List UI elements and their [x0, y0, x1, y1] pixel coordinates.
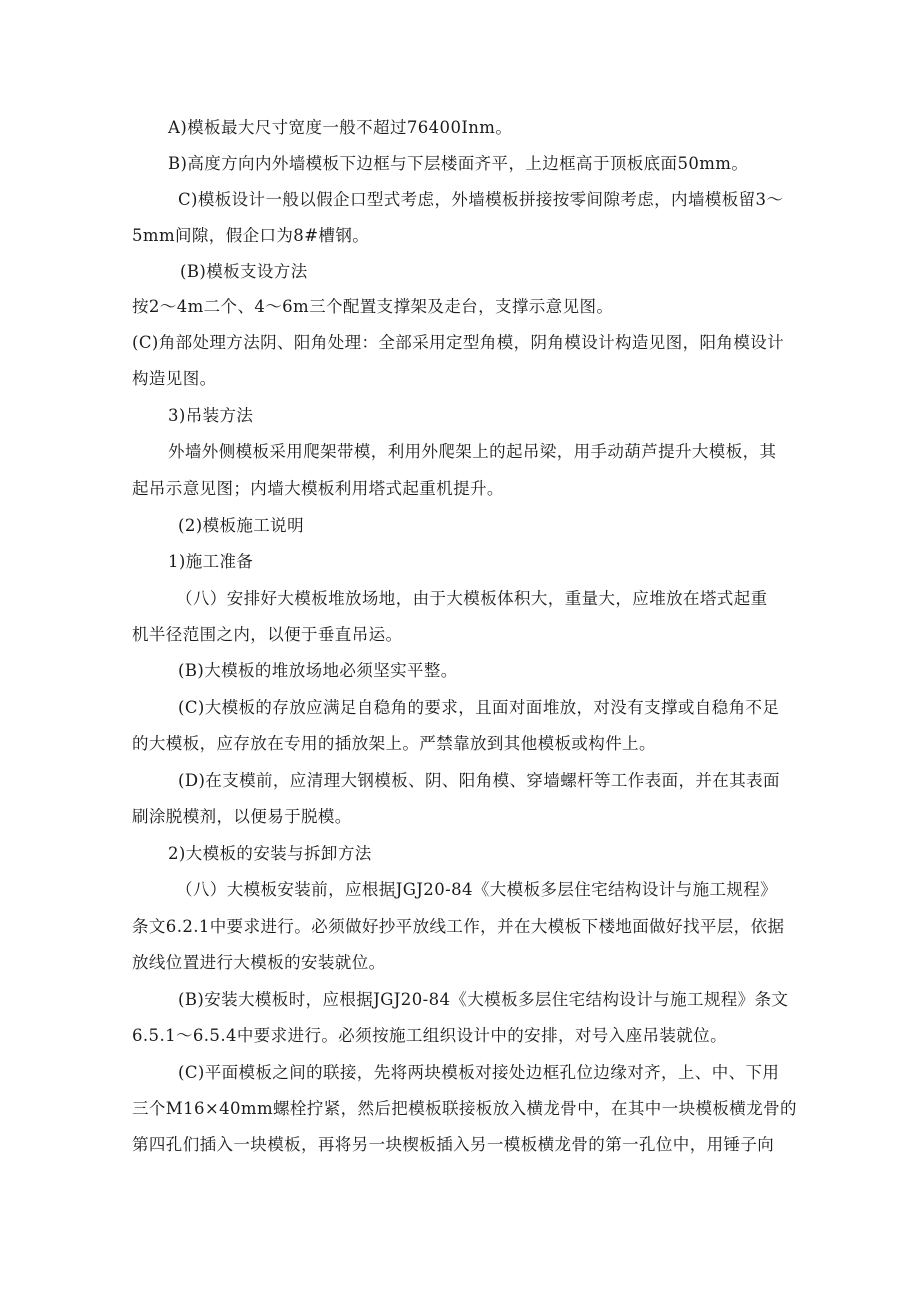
text-line: （八）安排好大模板堆放场地，由于大模板体积大，重量大，应堆放在塔式起重: [176, 589, 768, 608]
text-line: 机半径范围之内，以便于垂直吊运。: [132, 625, 403, 644]
text-line: 放线位置进行大模板的安装就位。: [132, 953, 386, 972]
section-heading: (2)模板施工说明: [178, 516, 304, 535]
text-line: (C)角部处理方法阴、阳角处理：全部采用定型角模，阴角模设计构造见图，阳角模设计: [132, 333, 784, 352]
text-line: 条文6.2.1中要求进行。必须做好抄平放线工作，并在大模板下楼地面做好找平层，依据: [132, 917, 785, 936]
text-line: 按2～4m二个、4～6m三个配置支撑架及走台，支撑示意见图。: [132, 297, 614, 316]
text-line: 外墙外侧模板采用爬架带模，利用外爬架上的起吊梁，用手动葫芦提升大模板，其: [168, 442, 777, 461]
text-line: 第四孔们插入一块模板，再将另一块楔板插入另一模板横龙骨的第一孔位中，用锤子向: [132, 1135, 775, 1154]
text-line: (D)在支模前，应清理大钢模板、阴、阳角模、穿墙螺杆等工作表面，并在其表面: [178, 771, 780, 790]
section-heading: 3)吊装方法: [168, 406, 254, 425]
text-line: (C)平面模板之间的联接，先将两块模板对接处边框孔位边缘对齐，上、中、下用: [178, 1063, 780, 1082]
section-heading: (B)模板支设方法: [180, 262, 308, 281]
text-line: 构造见图。: [132, 369, 217, 388]
text-line: A)模板最大尺寸宽度一般不超过76400Inm。: [168, 118, 513, 137]
text-line: (C)大模板的存放应满足自稳角的要求，且面对面堆放，对没有支撑或自稳角不足: [178, 698, 780, 717]
text-line: （八）大模板安装前，应根据JGJ20-84《大模板多层住宅结构设计与施工规程》: [176, 880, 778, 899]
text-line: (B)安装大模板时，应根据JGJ20-84《大模板多层住宅结构设计与施工规程》条文: [178, 990, 789, 1009]
text-line: 5mm间隙，假企口为8#槽钢。: [132, 226, 370, 245]
text-line: 起吊示意见图；内墙大模板利用塔式起重机提升。: [132, 479, 504, 498]
section-heading: 1)施工准备: [168, 552, 254, 571]
text-line: 三个M16×40mm螺栓拧紧，然后把模板联接板放入横龙骨中，在其中一块模板横龙骨的: [132, 1099, 797, 1118]
text-line: 的大模板，应存放在专用的插放架上。严禁靠放到其他模板或构件上。: [132, 734, 656, 753]
text-line: B)高度方向内外墙模板下边框与下层楼面齐平，上边框高于顶板底面50mm。: [168, 154, 749, 173]
section-heading: 2)大模板的安装与拆卸方法: [168, 844, 372, 863]
text-line: 6.5.1～6.5.4中要求进行。必须按施工组织设计中的安排，对号入座吊装就位。: [132, 1026, 727, 1045]
text-line: (B)大模板的堆放场地必须坚实平整。: [178, 661, 458, 680]
text-line: 刷涂脱模剂，以便易于脱模。: [132, 807, 352, 826]
text-line: C)模板设计一般以假企口型式考虑，外墙模板拼接按零间隙考虑，内墙模板留3～: [178, 190, 784, 209]
